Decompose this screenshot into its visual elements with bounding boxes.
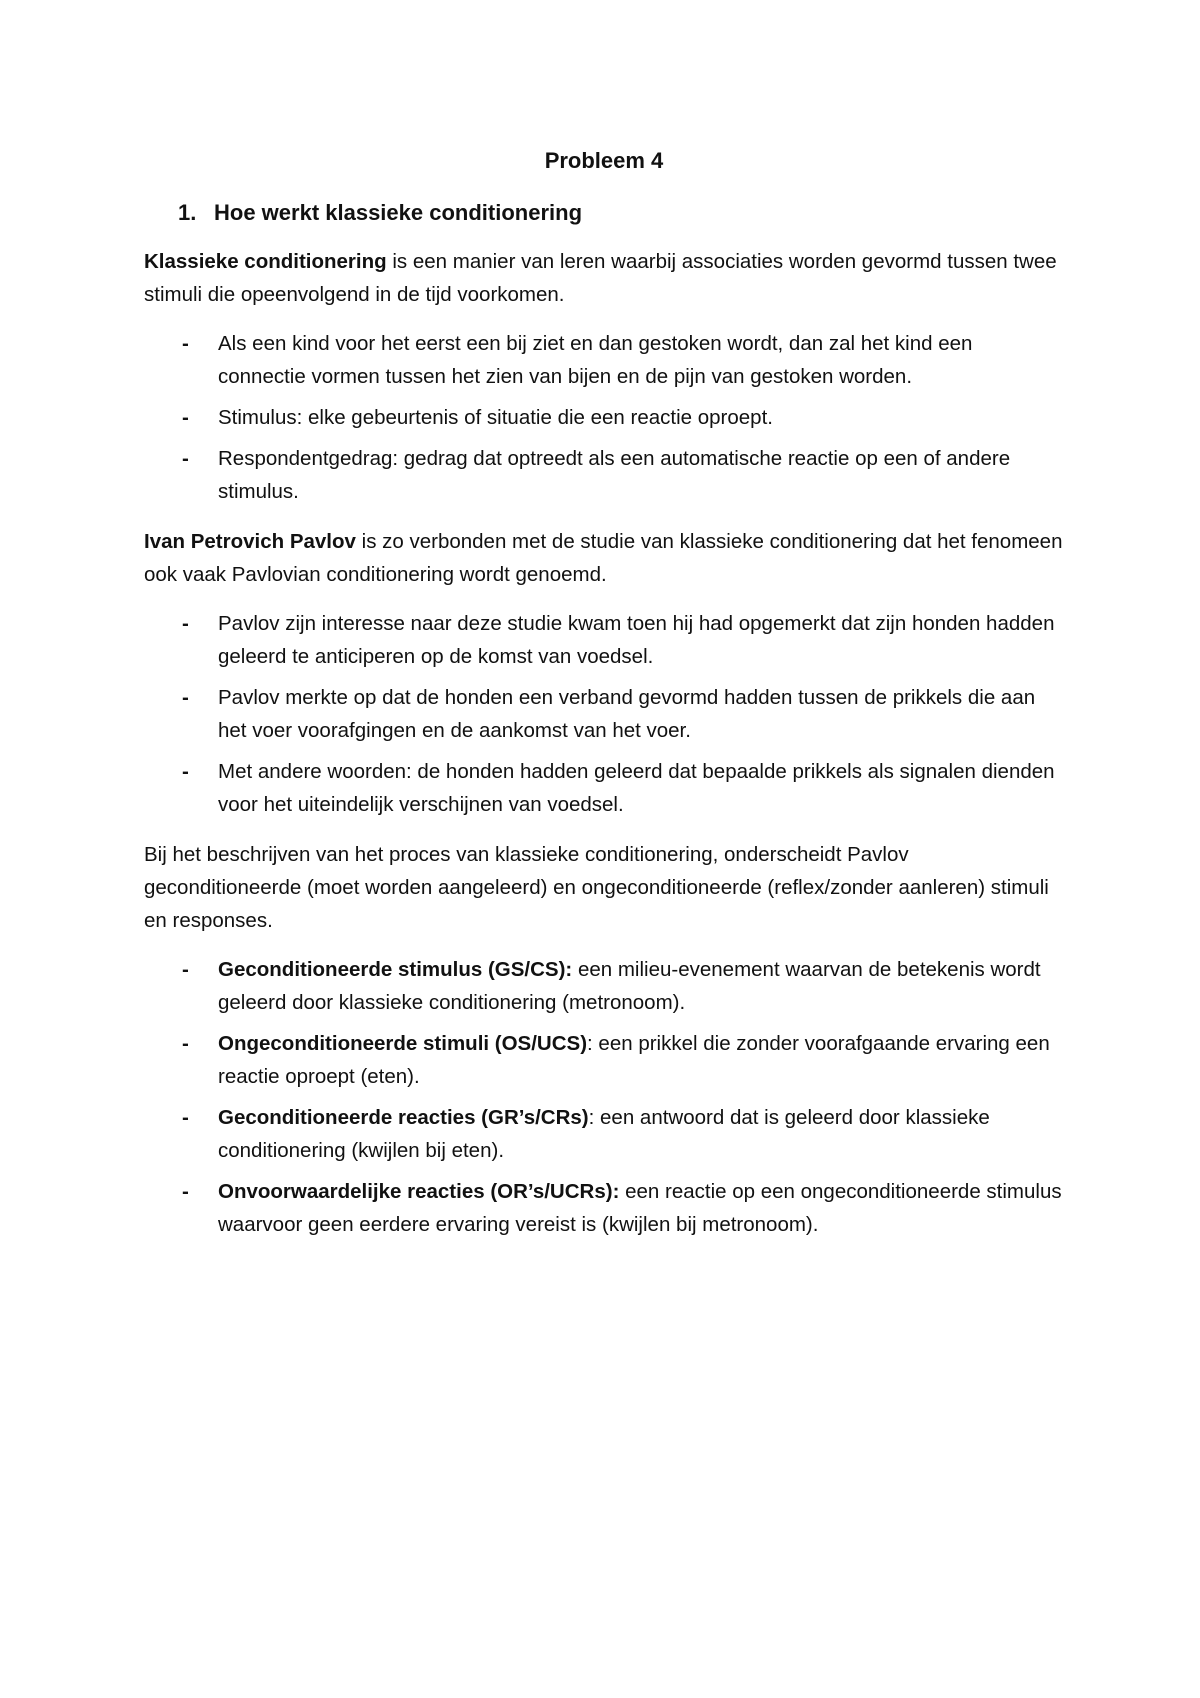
list-item <box>144 953 1064 1019</box>
section-number: 1. <box>178 200 197 225</box>
list-item <box>144 401 1064 434</box>
list-item-text <box>218 1175 1064 1241</box>
section-heading-text: Hoe werkt klassieke conditionering <box>214 200 583 225</box>
paragraph-bold-term: Klassieke conditionering <box>144 250 387 273</box>
bullet-dash: - <box>182 612 189 635</box>
document-content <box>144 146 1064 1258</box>
bullet-dash: - <box>182 1180 189 1203</box>
list-item-text: Respondentgedrag: gedrag dat optreedt als een automatische reactie op een of andere stimulus. <box>218 447 1011 503</box>
term-label: Ongeconditioneerde stimuli (OS/UCS) <box>218 1032 588 1055</box>
bullet-dash: - <box>182 1032 189 1055</box>
list-item-text <box>218 1101 1064 1167</box>
term-definition: een reactie op een ongeconditioneerde stimulus waarvoor geen eerdere ervaring vereist is (kwijlen bij metronoom). <box>218 1180 1062 1236</box>
list-item <box>144 607 1064 673</box>
term-definition: een milieu-evenement waarvan de betekenis wordt geleerd door klassieke conditionering (metronoom). <box>218 958 1041 1014</box>
bullet-list-terms <box>144 953 1064 1241</box>
term-label: Geconditioneerde stimulus (GS/CS): <box>218 958 573 981</box>
list-item-text: Als een kind voor het eerst een bij ziet en dan gestoken wordt, dan zal het kind een connectie vormen tussen het zien van bijen en de pijn van gestoken worden. <box>218 332 973 388</box>
paragraph-bold-term: Ivan Petrovich Pavlov <box>144 530 356 553</box>
list-item <box>144 327 1064 393</box>
paragraph-text: is een manier van leren waarbij associaties worden gevormd tussen twee stimuli die opeenvolgend in de tijd voorkomen. <box>144 250 1057 306</box>
list-item <box>144 755 1064 821</box>
paragraph-klassieke-conditionering <box>144 245 1064 311</box>
term-label: Onvoorwaardelijke reacties (OR’s/UCRs): <box>218 1180 620 1203</box>
list-item-text: Stimulus: elke gebeurtenis of situatie die een reactie oproept. <box>218 406 773 429</box>
term-definition: : een prikkel die zonder voorafgaande ervaring een reactie oproept (eten). <box>218 1032 1050 1088</box>
paragraph-proces: Bij het beschrijven van het proces van klassieke conditionering, onderscheidt Pavlov geconditioneerde (moet worden aangeleerd) en ongeconditioneerde (reflex/zonder aanleren) stimuli en responses. <box>144 843 1049 932</box>
list-item <box>144 1175 1064 1241</box>
bullet-dash: - <box>182 760 189 783</box>
list-item-text <box>218 953 1064 1019</box>
bullet-dash: - <box>182 958 189 981</box>
section-heading <box>144 198 1064 228</box>
paragraph-text: is zo verbonden met de studie van klassieke conditionering dat het fenomeen ook vaak Pavlovian conditionering wordt genoemd. <box>144 530 1063 586</box>
list-item-text: Met andere woorden: de honden hadden geleerd dat bepaalde prikkels als signalen dienden voor het uiteindelijk verschijnen van voedsel. <box>218 760 1055 816</box>
list-item <box>144 681 1064 747</box>
term-definition: : een antwoord dat is geleerd door klassieke conditionering (kwijlen bij eten). <box>218 1106 990 1162</box>
bullet-dash: - <box>182 447 189 470</box>
list-item <box>144 1101 1064 1167</box>
paragraph-pavlov <box>144 525 1064 591</box>
bullet-dash: - <box>182 406 189 429</box>
list-item <box>144 1027 1064 1093</box>
bullet-dash: - <box>182 332 189 355</box>
bullet-list-pavlov <box>144 607 1064 821</box>
list-item <box>144 442 1064 508</box>
list-item-text: Pavlov merkte op dat de honden een verband gevormd hadden tussen de prikkels die aan het voer voorafgingen en de aankomst van het voer. <box>218 686 1036 742</box>
list-item-text <box>218 1027 1064 1093</box>
bullet-list-definitions <box>144 327 1064 508</box>
term-label: Geconditioneerde reacties (GR’s/CRs) <box>218 1106 589 1129</box>
page-title: Probleem 4 <box>544 148 664 173</box>
bullet-dash: - <box>182 686 189 709</box>
list-item-text: Pavlov zijn interesse naar deze studie kwam toen hij had opgemerkt dat zijn honden hadden geleerd te anticiperen op de komst van voedsel. <box>218 612 1055 668</box>
bullet-dash: - <box>182 1106 189 1129</box>
